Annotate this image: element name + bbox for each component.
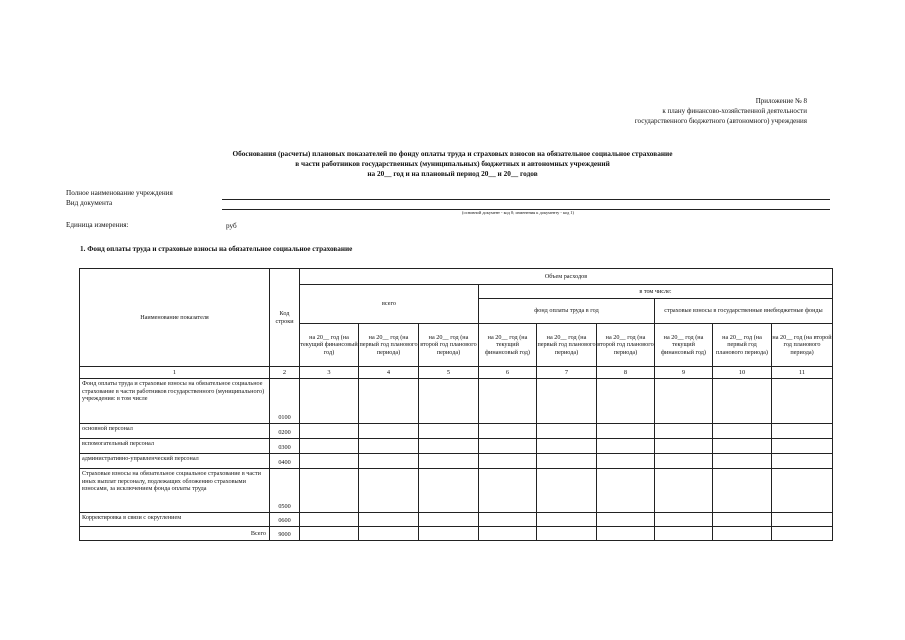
- header-line-code: Код строки: [270, 269, 300, 367]
- column-number: 10: [713, 367, 772, 379]
- value-cell: [537, 513, 597, 527]
- value-cell: [655, 424, 713, 439]
- value-cell: [419, 439, 479, 454]
- row-code: 0400: [270, 454, 300, 469]
- value-cell: [537, 379, 597, 424]
- value-cell: [479, 379, 537, 424]
- value-cell: [713, 527, 772, 541]
- value-cell: [537, 454, 597, 469]
- value-cell: [537, 424, 597, 439]
- value-cell: [419, 424, 479, 439]
- table-row: [80, 513, 833, 527]
- value-cell: [772, 527, 833, 541]
- value-cell: [359, 527, 419, 541]
- value-cell: [772, 513, 833, 527]
- header-insurance-contributions: страховые взносы в государственные внебюджетные фонды: [655, 299, 833, 324]
- value-cell: [655, 439, 713, 454]
- column-number: 2: [270, 367, 300, 379]
- document-title-line-2: в части работников государственных (муниципальных) бюджетных и автономных учреждений: [295, 159, 610, 168]
- value-cell: [479, 424, 537, 439]
- value-cell: [300, 454, 359, 469]
- value-cell: [772, 469, 833, 513]
- value-cell: [479, 513, 537, 527]
- value-cell: [597, 454, 655, 469]
- row-name: административно-управленческий персонал: [80, 454, 270, 469]
- institution-name-line: [222, 199, 830, 200]
- value-cell: [713, 454, 772, 469]
- value-cell: [300, 379, 359, 424]
- table-row-total: [80, 527, 833, 541]
- value-cell: [772, 439, 833, 454]
- value-cell: [597, 424, 655, 439]
- value-cell: [479, 439, 537, 454]
- value-cell: [655, 513, 713, 527]
- value-cell: [597, 513, 655, 527]
- document-title-line-3: на 20__ год и на плановый период 20__ и 20__ годов: [367, 169, 538, 178]
- value-cell: [713, 379, 772, 424]
- column-number: 3: [300, 367, 359, 379]
- value-cell: [419, 513, 479, 527]
- header-total-second-plan-year: на 20__ год (на второй год планового периода): [419, 324, 479, 367]
- value-cell: [479, 527, 537, 541]
- row-name: Страховые взносы на обязательное социальное страхование в части иных выплат персоналу, подлежащих обложению страховыми взносами, за исключением фонда оплаты труда: [80, 469, 270, 513]
- row-code: 0200: [270, 424, 300, 439]
- value-cell: [537, 439, 597, 454]
- value-cell: [300, 513, 359, 527]
- row-name: основной персонал: [80, 424, 270, 439]
- document-title-line-1: Обоснования (расчеты) плановых показателей по фонду оплаты труда и страховых взносов на обязательное социальное страхование: [232, 149, 673, 158]
- unit-label: Единица измерения:: [66, 221, 129, 229]
- value-cell: [359, 439, 419, 454]
- value-cell: [359, 469, 419, 513]
- value-cell: [479, 469, 537, 513]
- value-cell: [597, 527, 655, 541]
- appendix-header: [635, 96, 807, 126]
- row-name: Корректировка в связи с округлением: [80, 513, 270, 527]
- value-cell: [359, 424, 419, 439]
- institution-label: Полное наименование учреждения: [66, 189, 173, 197]
- value-cell: [419, 469, 479, 513]
- value-cell: [655, 527, 713, 541]
- header-including: в том числе:: [479, 285, 833, 299]
- row-code: 0100: [270, 379, 300, 424]
- value-cell: [772, 379, 833, 424]
- header-insurance-current-year: на 20__ год (на текущий финансовый год): [655, 324, 713, 367]
- value-cell: [359, 513, 419, 527]
- table-row: [80, 469, 833, 513]
- table-row: [80, 439, 833, 454]
- column-number: 4: [359, 367, 419, 379]
- column-number: 8: [597, 367, 655, 379]
- header-payroll-current-year: на 20__ год (на текущий финансовый год): [479, 324, 537, 367]
- table-row: [80, 424, 833, 439]
- appendix-subtitle-2: государственного бюджетного (автономного) учреждения: [634, 117, 807, 125]
- value-cell: [419, 527, 479, 541]
- header-payroll-second-plan-year: на 20__ год (на второй год планового периода): [597, 324, 655, 367]
- column-number: 5: [419, 367, 479, 379]
- value-cell: [772, 454, 833, 469]
- value-cell: [597, 469, 655, 513]
- header-indicator-name: Наименование показателя: [80, 269, 270, 367]
- row-code: 9000: [270, 527, 300, 541]
- table-row: [80, 379, 833, 424]
- appendix-number: Приложение № 8: [755, 97, 807, 105]
- value-cell: [300, 469, 359, 513]
- value-cell: [300, 439, 359, 454]
- column-number: 7: [537, 367, 597, 379]
- value-cell: [597, 379, 655, 424]
- value-cell: [537, 469, 597, 513]
- value-cell: [419, 454, 479, 469]
- appendix-subtitle-1: к плану финансово-хозяйственной деятельности: [662, 107, 807, 115]
- section-title: 1. Фонд оплаты труда и страховые взносы на обязательное социальное страхование: [80, 245, 353, 253]
- row-code: 0500: [270, 469, 300, 513]
- value-cell: [537, 527, 597, 541]
- value-cell: [772, 424, 833, 439]
- value-cell: [597, 439, 655, 454]
- column-number: 9: [655, 367, 713, 379]
- value-cell: [419, 379, 479, 424]
- header-total-first-plan-year: на 20__ год (на первый год планового периода): [359, 324, 419, 367]
- header-total: всего: [300, 285, 479, 324]
- row-code: 0600: [270, 513, 300, 527]
- column-number: 1: [80, 367, 270, 379]
- value-cell: [713, 439, 772, 454]
- column-number-row: [80, 367, 833, 379]
- value-cell: [713, 424, 772, 439]
- value-cell: [300, 527, 359, 541]
- value-cell: [479, 454, 537, 469]
- value-cell: [655, 454, 713, 469]
- value-cell: [359, 379, 419, 424]
- payroll-table: [79, 268, 833, 541]
- row-name: Фонд оплаты труда и страховые взносы на обязательное социальное страхование в части работников государственного (муниципального) учреждения: в том числе: [80, 379, 270, 424]
- document-type-hint: (основной документ - код 0; изменения к документу - код 1): [462, 210, 574, 215]
- value-cell: [713, 469, 772, 513]
- unit-value: руб: [226, 222, 237, 230]
- header-payroll-first-plan-year: на 20__ год (на первый год планового периода): [537, 324, 597, 367]
- header-insurance-second-plan-year: на 20__ год (на второй год планового периода): [772, 324, 833, 367]
- value-cell: [655, 379, 713, 424]
- value-cell: [655, 469, 713, 513]
- value-cell: [300, 424, 359, 439]
- header-expense-volume: Объем расходов: [300, 269, 833, 285]
- header-total-current-year: на 20__ год (на текущий финансовый год): [300, 324, 359, 367]
- document-type-label: Вид документа: [66, 199, 113, 207]
- value-cell: [713, 513, 772, 527]
- document-title: [0, 149, 905, 179]
- row-name: вспомогательный персонал: [80, 439, 270, 454]
- table-row: [80, 454, 833, 469]
- row-code: 0300: [270, 439, 300, 454]
- header-payroll-fund: фонд оплаты труда в год: [479, 299, 655, 324]
- value-cell: [359, 454, 419, 469]
- header-insurance-first-plan-year: на 20__ год (на первый год планового периода): [713, 324, 772, 367]
- row-name-total: Всего: [80, 527, 270, 541]
- column-number: 11: [772, 367, 833, 379]
- column-number: 6: [479, 367, 537, 379]
